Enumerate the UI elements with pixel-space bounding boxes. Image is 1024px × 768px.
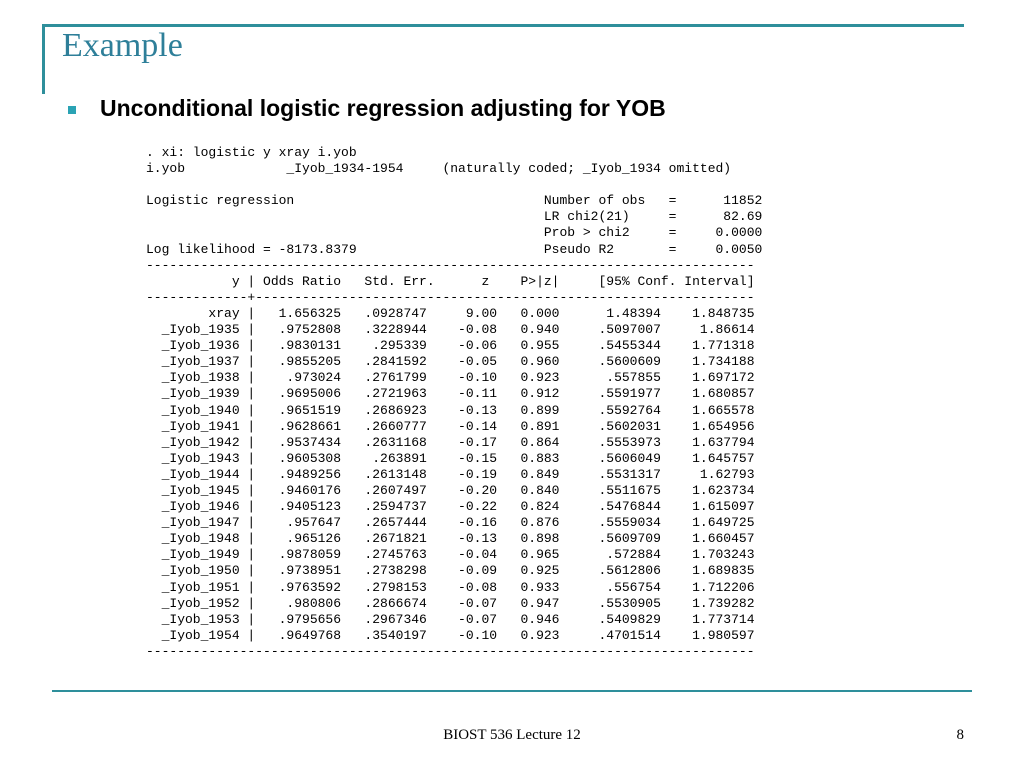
code-line: _Iyob_1943 | .9605308 .263891 -0.15 0.883 .5606049 1.645757 (146, 450, 755, 466)
code-line: _Iyob_1947 | .957647 .2657444 -0.16 0.876 .5559034 1.649725 (146, 515, 755, 531)
code-line: _Iyob_1950 | .9738951 .2738298 -0.09 0.925 .5612806 1.689835 (146, 563, 755, 579)
code-line: _Iyob_1952 | .980806 .2866674 -0.07 0.947 .5530905 1.739282 (146, 595, 755, 611)
code-line: Log likelihood = -8173.8379 Pseudo R2 = 0.0050 (146, 241, 763, 257)
code-line: ------------------------------------------------------------------------------ (146, 257, 755, 273)
code-line: _Iyob_1939 | .9695006 .2721963 -0.11 0.912 .5591977 1.680857 (146, 386, 755, 402)
code-line: ------------------------------------------------------------------------------ (146, 643, 755, 659)
code-line: _Iyob_1948 | .965126 .2671821 -0.13 0.898 .5609709 1.660457 (146, 531, 755, 547)
bullet-text: Unconditional logistic regression adjusting for YOB (100, 95, 666, 121)
stata-output (146, 145, 762, 660)
slide-title: Example (62, 27, 183, 64)
code-line: xray | 1.656325 .0928747 9.00 0.000 1.48394 1.848735 (146, 305, 755, 321)
code-line: _Iyob_1949 | .9878059 .2745763 -0.04 0.965 .572884 1.703243 (146, 547, 755, 563)
code-line: _Iyob_1940 | .9651519 .2686923 -0.13 0.899 .5592764 1.665578 (146, 402, 755, 418)
code-line: _Iyob_1935 | .9752808 .3228944 -0.08 0.940 .5097007 1.86614 (146, 322, 755, 338)
code-line (146, 177, 762, 193)
code-line: LR chi2(21) = 82.69 (146, 209, 763, 225)
code-line: _Iyob_1937 | .9855205 .2841592 -0.05 0.960 .5600609 1.734188 (146, 354, 755, 370)
code-line: _Iyob_1942 | .9537434 .2631168 -0.17 0.864 .5553973 1.637794 (146, 434, 755, 450)
page-number: 8 (956, 727, 964, 743)
bottom-rule (52, 690, 972, 692)
code-line: _Iyob_1944 | .9489256 .2613148 -0.19 0.849 .5531317 1.62793 (146, 466, 755, 482)
code-line: _Iyob_1938 | .973024 .2761799 -0.10 0.923 .557855 1.697172 (146, 370, 755, 386)
code-line: y | Odds Ratio Std. Err. z P>|z| [95% Conf. Interval] (146, 273, 755, 289)
code-line: _Iyob_1941 | .9628661 .2660777 -0.14 0.891 .5602031 1.654956 (146, 418, 755, 434)
code-line: -------------+---------------------------------------------------------------- (146, 289, 755, 305)
code-line: _Iyob_1936 | .9830131 .295339 -0.06 0.955 .5455344 1.771318 (146, 338, 755, 354)
code-line: _Iyob_1953 | .9795656 .2967346 -0.07 0.946 .5409829 1.773714 (146, 611, 755, 627)
code-line: i.yob _Iyob_1934-1954 (naturally coded; _Iyob_1934 omitted) (146, 161, 732, 177)
code-line: . xi: logistic y xray i.yob (146, 145, 357, 160)
code-line: _Iyob_1945 | .9460176 .2607497 -0.20 0.840 .5511675 1.623734 (146, 482, 755, 498)
code-line: Logistic regression Number of obs = 11852 (146, 193, 763, 209)
code-line: _Iyob_1946 | .9405123 .2594737 -0.22 0.824 .5476844 1.615097 (146, 499, 755, 515)
code-line: _Iyob_1951 | .9763592 .2798153 -0.08 0.933 .556754 1.712206 (146, 579, 755, 595)
code-line: _Iyob_1954 | .9649768 .3540197 -0.10 0.923 .4701514 1.980597 (146, 627, 755, 643)
bullet-square-icon (68, 106, 76, 114)
code-line: Prob > chi2 = 0.0000 (146, 225, 763, 241)
left-rule (42, 26, 45, 94)
footer-text: BIOST 536 Lecture 12 (443, 727, 581, 743)
